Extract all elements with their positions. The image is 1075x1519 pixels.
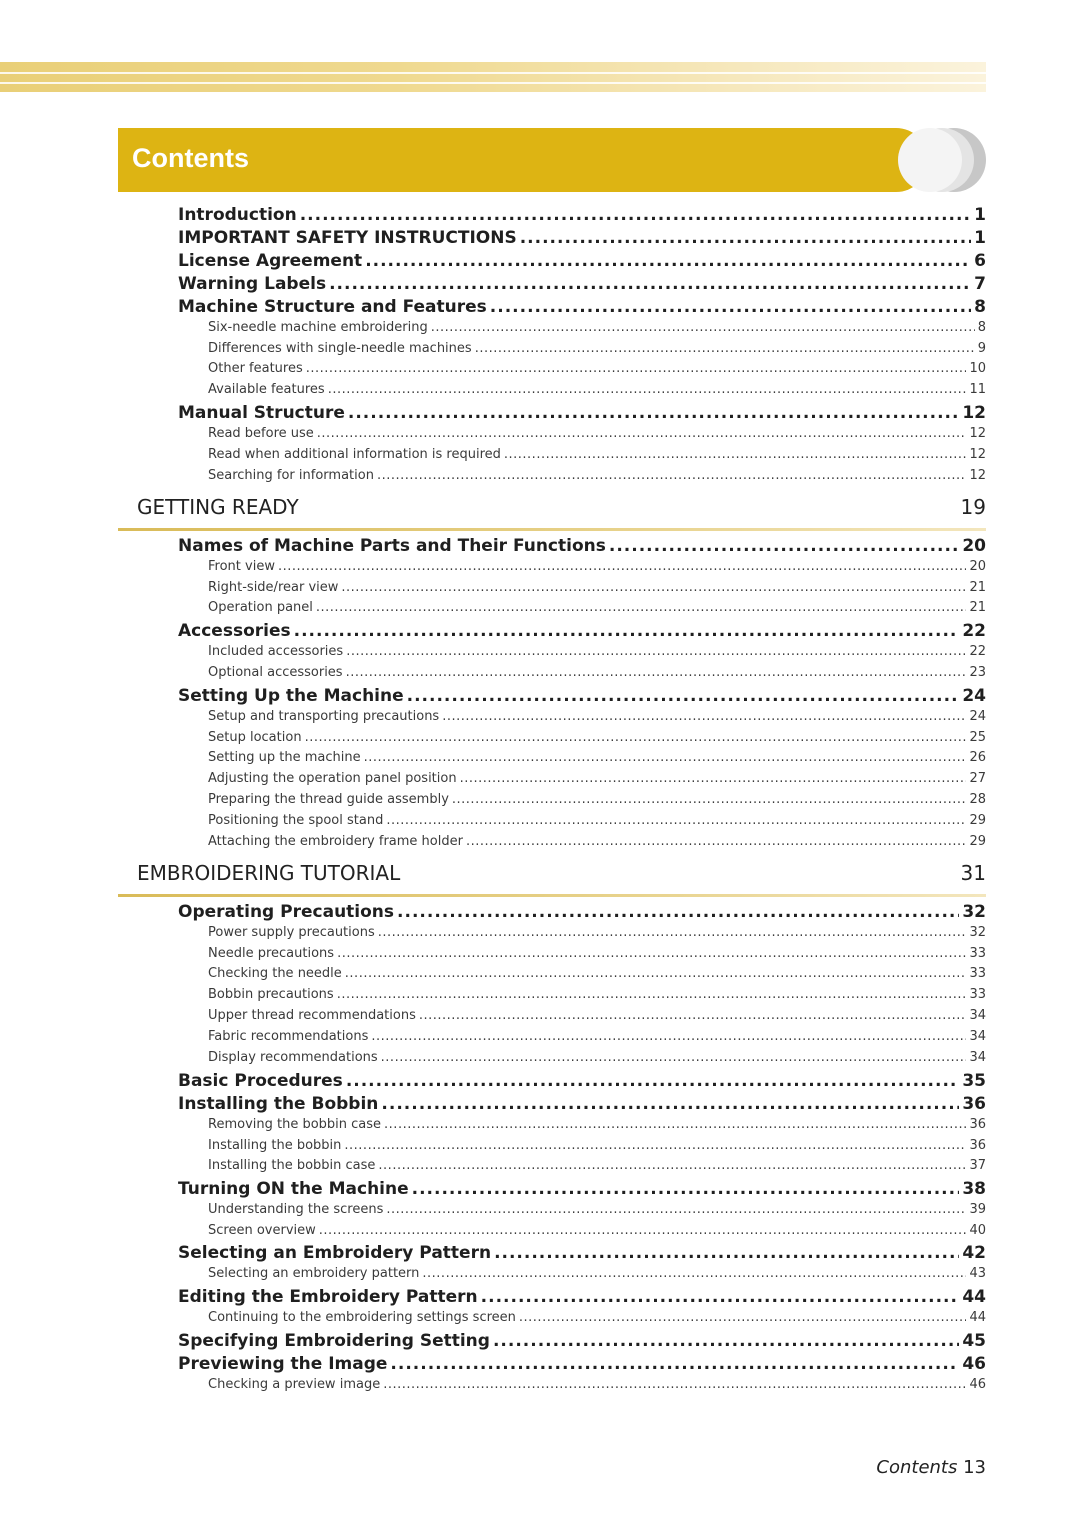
toc-subentry[interactable]: Setup and transporting precautions ..... 24: [208, 709, 986, 727]
toc-subentry[interactable]: Understanding the screens ..... 39: [208, 1202, 986, 1220]
toc-subentry[interactable]: Fabric recommendations ..... 34: [208, 1029, 986, 1047]
toc-entry[interactable]: Editing the Embroidery Pattern ..... 44: [178, 1287, 986, 1309]
toc-entry[interactable]: Previewing the Image ..... 46: [178, 1354, 986, 1376]
dot-leader: [337, 987, 967, 1002]
toc-subentry[interactable]: Included accessories ..... 22: [208, 644, 986, 662]
dot-leader: [519, 1310, 967, 1325]
dot-leader: [305, 730, 967, 745]
dot-leader: [419, 1008, 967, 1023]
dot-leader: [381, 1050, 967, 1065]
toc-subentry[interactable]: Other features ..... 10: [208, 361, 986, 379]
toc-subentry[interactable]: Adjusting the operation panel position ..... 27: [208, 771, 986, 789]
toc-entry[interactable]: IMPORTANT SAFETY INSTRUCTIONS ..... 1: [178, 228, 986, 250]
page-number: 13: [963, 1457, 986, 1478]
dot-leader: [466, 834, 966, 849]
dot-leader: [348, 403, 959, 423]
dot-leader: [397, 902, 959, 922]
footer-section-name: Contents: [876, 1457, 958, 1478]
header-decoration-stripes: [0, 62, 986, 92]
toc-subentry[interactable]: Needle precautions ..... 33: [208, 946, 986, 964]
toc-entry[interactable]: Introduction ..... 1: [178, 205, 986, 227]
toc-entry[interactable]: License Agreement ..... 6: [178, 251, 986, 273]
toc-subentry[interactable]: Removing the bobbin case ..... 36: [208, 1117, 986, 1135]
dot-leader: [390, 1354, 959, 1374]
dot-leader: [481, 1287, 960, 1307]
dot-leader: [300, 205, 971, 225]
dot-leader: [329, 274, 971, 294]
toc-subentry[interactable]: Bobbin precautions ..... 33: [208, 987, 986, 1005]
section-title: GETTING READY: [137, 495, 299, 519]
section-heading-embroidering-tutorial[interactable]: [137, 861, 986, 887]
dot-leader: [407, 686, 960, 706]
dot-leader: [520, 228, 971, 248]
section-page: 19: [960, 495, 986, 519]
toc-subentry[interactable]: Searching for information ..... 12: [208, 468, 986, 486]
dot-leader: [371, 1029, 966, 1044]
dot-leader: [316, 600, 967, 615]
toc-subentry[interactable]: Display recommendations ..... 34: [208, 1050, 986, 1068]
toc-subentry[interactable]: Read when additional information is required ..... 12: [208, 447, 986, 465]
toc-subentry[interactable]: Installing the bobbin ..... 36: [208, 1138, 986, 1156]
toc-subentry[interactable]: Installing the bobbin case ..... 37: [208, 1158, 986, 1176]
toc-subentry[interactable]: Preparing the thread guide assembly ..... 28: [208, 792, 986, 810]
toc-entry[interactable]: Operating Precautions ..... 32: [178, 902, 986, 924]
toc-subentry[interactable]: Right-side/rear view ..... 21: [208, 580, 986, 598]
page-footer: [876, 1457, 986, 1478]
banner-disc-decoration: [898, 128, 962, 192]
dot-leader: [341, 580, 966, 595]
toc-entry[interactable]: Warning Labels ..... 7: [178, 274, 986, 296]
toc-subentry[interactable]: Continuing to the embroidering settings screen ..... 44: [208, 1310, 986, 1328]
dot-leader: [431, 320, 975, 335]
dot-leader: [494, 1243, 959, 1263]
dot-leader: [319, 1223, 967, 1238]
toc-subentry[interactable]: Operation panel ..... 21: [208, 600, 986, 618]
toc-subentry[interactable]: Checking the needle ..... 33: [208, 966, 986, 984]
dot-leader: [490, 297, 971, 317]
toc-subentry[interactable]: Six-needle machine embroidering ..... 8: [208, 320, 986, 338]
toc-entry[interactable]: Installing the Bobbin ..... 36: [178, 1094, 986, 1116]
dot-leader: [346, 665, 967, 680]
toc-subentry[interactable]: Setting up the machine ..... 26: [208, 750, 986, 768]
toc-entry[interactable]: Basic Procedures ..... 35: [178, 1071, 986, 1093]
toc-subentry[interactable]: Power supply precautions ..... 32: [208, 925, 986, 943]
section-divider: [118, 894, 986, 897]
dot-leader: [460, 771, 967, 786]
toc-subentry[interactable]: Checking a preview image ..... 46: [208, 1377, 986, 1395]
toc-entry[interactable]: Names of Machine Parts and Their Functions ..... 20: [178, 536, 986, 558]
toc-subentry[interactable]: Differences with single-needle machines ..... 9: [208, 341, 986, 359]
dot-leader: [386, 1202, 966, 1217]
dot-leader: [381, 1094, 959, 1114]
dot-leader: [365, 251, 971, 271]
section-heading-getting-ready[interactable]: [137, 495, 986, 521]
dot-leader: [278, 559, 967, 574]
dot-leader: [475, 341, 975, 356]
dot-leader: [328, 382, 967, 397]
dot-leader: [609, 536, 959, 556]
dot-leader: [345, 966, 967, 981]
toc-subentry[interactable]: Positioning the spool stand ..... 29: [208, 813, 986, 831]
dot-leader: [378, 925, 967, 940]
dot-leader: [442, 709, 966, 724]
dot-leader: [294, 621, 960, 641]
toc-entry[interactable]: Specifying Embroidering Setting ..... 45: [178, 1331, 986, 1353]
dot-leader: [306, 361, 967, 376]
section-divider: [118, 528, 986, 531]
toc-entry[interactable]: Setting Up the Machine ..... 24: [178, 686, 986, 708]
section-title: EMBROIDERING TUTORIAL: [137, 861, 401, 885]
toc-entry[interactable]: Selecting an Embroidery Pattern ..... 42: [178, 1243, 986, 1265]
dot-leader: [337, 946, 966, 961]
toc-subentry[interactable]: Upper thread recommendations ..... 34: [208, 1008, 986, 1026]
dot-leader: [377, 468, 967, 483]
toc-subentry[interactable]: Front view ..... 20: [208, 559, 986, 577]
page-title: Contents: [132, 143, 249, 173]
toc-entry[interactable]: Turning ON the Machine ..... 38: [178, 1179, 986, 1201]
section-page: 31: [960, 861, 986, 885]
dot-leader: [386, 813, 966, 828]
toc-entry[interactable]: Manual Structure ..... 12: [178, 403, 986, 425]
dot-leader: [452, 792, 967, 807]
dot-leader: [493, 1331, 959, 1351]
dot-leader: [383, 1377, 966, 1392]
toc-entry[interactable]: Machine Structure and Features ..... 8: [178, 297, 986, 319]
toc-subentry[interactable]: Attaching the embroidery frame holder ..... 29: [208, 834, 986, 852]
toc-subentry[interactable]: Available features ..... 11: [208, 382, 986, 400]
toc-entry[interactable]: Accessories ..... 22: [178, 621, 986, 643]
dot-leader: [346, 644, 966, 659]
dot-leader: [378, 1158, 966, 1173]
toc-subentry[interactable]: Screen overview ..... 40: [208, 1223, 986, 1241]
contents-banner: [118, 128, 928, 192]
dot-leader: [364, 750, 967, 765]
dot-leader: [346, 1071, 960, 1091]
dot-leader: [384, 1117, 966, 1132]
toc-subentry[interactable]: Read before use ..... 12: [208, 426, 986, 444]
dot-leader: [422, 1266, 966, 1281]
dot-leader: [504, 447, 967, 462]
dot-leader: [344, 1138, 966, 1153]
toc-subentry[interactable]: Selecting an embroidery pattern ..... 43: [208, 1266, 986, 1284]
dot-leader: [412, 1179, 960, 1199]
toc-subentry[interactable]: Optional accessories ..... 23: [208, 665, 986, 683]
dot-leader: [317, 426, 967, 441]
toc-subentry[interactable]: Setup location ..... 25: [208, 730, 986, 748]
